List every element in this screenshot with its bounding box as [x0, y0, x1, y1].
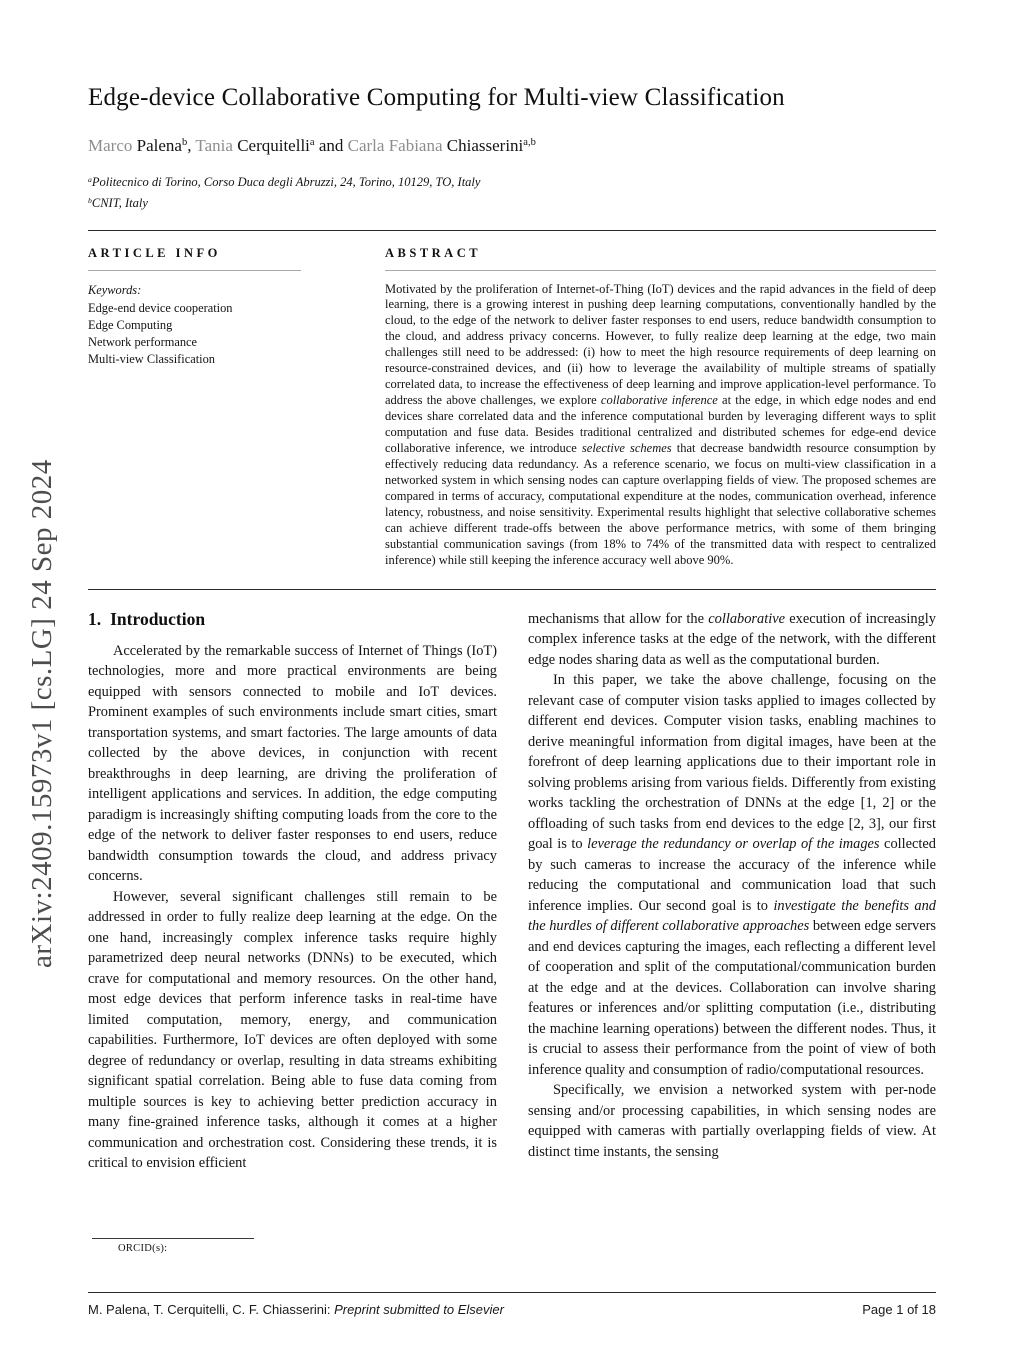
section-title: Introduction	[110, 608, 206, 629]
footnote-rule	[92, 1238, 254, 1239]
orcid-note: ORCID(s):	[118, 1243, 168, 1254]
footnote-area	[88, 1238, 388, 1254]
keyword-item: Network performance	[88, 334, 198, 349]
header-divider-rule	[88, 230, 936, 231]
footer-row	[88, 1302, 936, 1317]
keyword-item: Edge Computing	[88, 317, 173, 332]
footer-preprint-note: Preprint submitted to Elsevier	[334, 1302, 504, 1317]
introduction-columns	[88, 609, 936, 1174]
keyword-item: Edge-end device cooperation	[88, 300, 233, 315]
keywords-block	[88, 282, 301, 369]
paper-title: Edge-device Collaborative Computing for Multi-view Classification	[88, 84, 785, 111]
article-info-section	[88, 246, 301, 369]
affiliations	[88, 172, 936, 215]
arxiv-identifier-watermark: arXiv:2409.15973v1 [cs.LG] 24 Sep 2024	[26, 459, 58, 968]
intro-column-left	[88, 609, 497, 1174]
section-number: 1.	[88, 608, 102, 629]
abstract-body-divider-rule	[88, 589, 936, 590]
article-info-heading: ARTICLE INFO	[88, 245, 221, 260]
page-footer	[88, 1292, 936, 1317]
footer-page-number: Page 1 of 18	[862, 1302, 936, 1317]
article-info-abstract-row	[88, 246, 936, 569]
paper-content	[88, 84, 936, 1174]
article-info-heading-rule	[88, 270, 301, 271]
intro-column-right	[528, 609, 936, 1163]
footer-rule	[88, 1292, 936, 1293]
author-line: Marco Palena$^b$, Tania Cerquitelli$^a$ and Carla Fabiana Chiasserini$^{a,b}$	[88, 136, 536, 155]
abstract-section	[385, 246, 936, 569]
abstract-heading-rule	[385, 270, 936, 271]
abstract-text: Motivated by the proliferation of Internet-of-Thing (IoT) devices and the rapid advances in the field of deep learning, there is a growing interest in pushing deep learning computations, conventionally handled by the cloud, to the edge of the network to deliver faster responses to end users, reduce bandwidth consumption to the cloud, and address privacy concerns. However, to fully realize deep learning at the edge, two main challenges still need to be addressed: (i) how to meet the high resource requirements of deep learning on resource-constrained devices, and (ii) how to leverage the availability of multiple streams of spatially correlated data, to increase the effectiveness of deep learning and improve application-level performance. To address the above challenges, we explore collaborative inference at the edge, in which edge nodes and end devices share correlated data and the inference computational burden by leveraging different ways to split computation and fuse data. Besides traditional centralized and distributed schemes for edge-end device collaborative inference, we introduce selective schemes that decrease bandwidth resource consumption by effectively reducing data redundancy. As a reference scenario, we focus on multi-view classification in a networked system in which sensing nodes can capture overlapping fields of view. The proposed schemes are compared in terms of accuracy, computational expenditure at the nodes, communication overhead, inference latency, robustness, and noise sensitivity. Experimental results highlight that selective collaborative schemes can achieve different trade-offs between the above performance metrics, with some of them bringing substantial communication savings (from 18% to 74% of the transmitted data with respect to centralized inference) while still keeping the inference accuracy well above 90%.	[385, 281, 936, 567]
affiliation-line-a: $^a$Politecnico di Torino, Corso Duca degli Abruzzi, 24, Torino, 10129, TO, Italy	[88, 174, 481, 189]
affiliation-line-b: $^b$CNIT, Italy	[88, 196, 148, 211]
intro-paragraph: Specifically, we envision a networked system with per-node sensing and/or processing capabilities, in which sensing nodes are equipped with cameras with partially overlapping fields of view. At distinct time instants, the sensing	[528, 1082, 936, 1160]
footer-author-names: M. Palena, T. Cerquitelli, C. F. Chiasserini:	[88, 1302, 335, 1317]
intro-paragraph: Accelerated by the remarkable success of Internet of Things (IoT) technologies, more and more practical environments are being equipped with sensors connected to mobile and IoT devices. Prominent examples of such environments include smart cities, smart transportation systems, and smart factories. The large amounts of data collected by the above devices, in conjunction with recent breakthroughs in deep learning, are driving the proliferation of intelligent applications and services. In addition, the edge computing paradigm is increasingly shifting computing loads from the core to the edge of the network to deliver faster responses to end users, reduce bandwidth consumption towards the cloud, and address privacy concerns.	[88, 642, 497, 885]
intro-paragraph: However, several significant challenges still remain to be addressed in order to fully realize deep learning at the edge. On the one hand, increasingly complex inference tasks require highly parametrized deep neural networks (DNNs) to be executed, which crave for computational and memory resources. On the other hand, most edge devices that perform inference tasks in real-time have limited computation, memory, energy, and communication capabilities. Furthermore, IoT devices are often deployed with some degree of redundancy or overlap, resulting in data streams exhibiting significant spatial correlation. Being able to fuse data coming from multiple sources is key to achieving better prediction accuracy in many fine-grained inference tasks, although it comes at a higher communication and orchestration cost. Considering these trends, it is critical to envision efficient	[88, 888, 497, 1172]
keyword-item: Multi-view Classification	[88, 351, 215, 366]
section-heading-introduction	[88, 609, 497, 630]
keywords-label: Keywords:	[88, 282, 142, 297]
intro-paragraph: In this paper, we take the above challenge, focusing on the relevant case of computer vision tasks applied to images collected by different end devices. Computer vision tasks, enabling machines to derive meaningful information from digital images, have been at the forefront of deep learning applications due to their important role in solving problems arising from various fields. Differently from existing works tackling the orchestration of DNNs at the edge [1, 2] or the offloading of such tasks from end devices to the edge [2, 3], our first goal is to leverage the redundancy or overlap of the images collected by such cameras to increase the accuracy of the inference while reducing the computational and communication load that such inference implies. Our second goal is to investigate the benefits and the hurdles of different collaborative approaches between edge servers and end devices capturing the images, each reflecting a different level of cooperation and split of the computational/communication burden at the edge and at the devices. Collaboration can involve sharing features or inferences and/or splitting computation (i.e., distributing the machine learning operations) between the different nodes. Thus, it is crucial to assess their performance from the point of view of both inference quality and consumption of radio/computational resources.	[528, 672, 937, 1078]
footer-running-title	[88, 1302, 504, 1317]
abstract-heading: ABSTRACT	[385, 245, 482, 260]
intro-paragraph-continuation: mechanisms that allow for the collaborative execution of increasingly complex inference tasks at the edge of the network, with the different edge nodes sharing data as well as the computational burden.	[528, 610, 936, 668]
